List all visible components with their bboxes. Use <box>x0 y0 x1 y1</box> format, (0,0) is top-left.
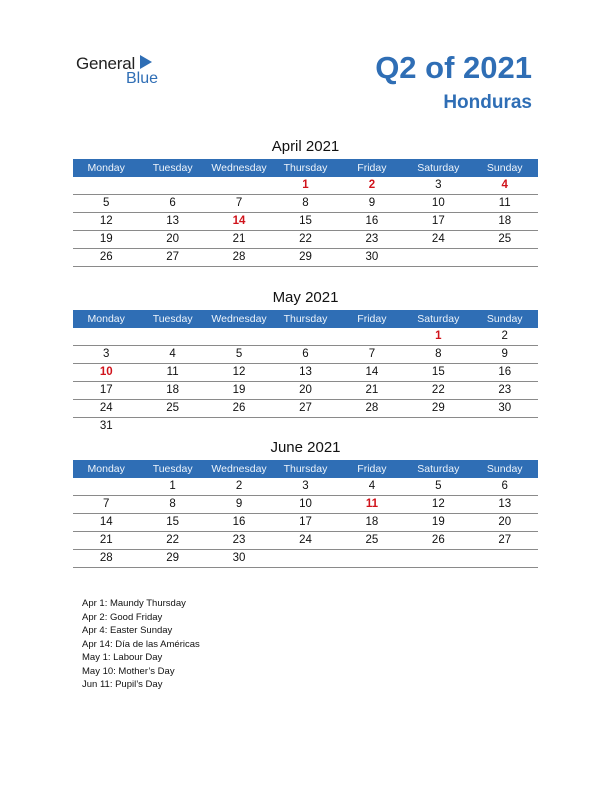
day-cell: 14 <box>232 215 246 227</box>
day-cell: 18 <box>498 215 512 227</box>
day-cell: 5 <box>103 197 110 209</box>
week-row <box>73 249 538 267</box>
day-cell: 13 <box>498 498 512 510</box>
day-cell: 14 <box>365 366 379 378</box>
day-cell: 10 <box>299 498 312 510</box>
week-row <box>73 418 538 435</box>
day-cell: 20 <box>299 384 312 396</box>
day-cell: 25 <box>365 534 379 546</box>
day-cell: 31 <box>99 420 113 432</box>
day-cell: 20 <box>166 233 180 245</box>
weekday-label: Saturday <box>417 313 460 325</box>
day-cell: 5 <box>235 348 243 360</box>
day-cell: 19 <box>431 516 445 528</box>
day-cell: 8 <box>435 348 442 360</box>
weekday-label: Monday <box>87 463 125 475</box>
week-row <box>73 213 538 231</box>
empty-day-cell <box>139 328 205 345</box>
day-cell: 22 <box>166 534 180 546</box>
day-cell: 22 <box>431 384 445 396</box>
day-cell: 1 <box>169 480 176 492</box>
weekday-label: Thursday <box>283 162 328 174</box>
day-cell: 15 <box>166 516 180 528</box>
weekday-header <box>73 310 538 328</box>
day-cell: 12 <box>431 498 445 510</box>
empty-day-cell <box>472 418 538 435</box>
empty-day-cell <box>272 328 338 345</box>
week-row <box>73 550 538 568</box>
weekday-label: Saturday <box>417 463 460 475</box>
empty-day-cell <box>272 418 338 435</box>
day-cell: 10 <box>99 366 113 378</box>
weekday-label: Monday <box>87 313 125 325</box>
generalblue-logo <box>76 54 176 88</box>
day-cell: 23 <box>365 233 379 245</box>
day-cell: 11 <box>166 366 179 378</box>
day-cell: 9 <box>501 348 508 360</box>
holiday-note: May 1: Labour Day <box>82 652 163 663</box>
weekday-header <box>73 159 538 177</box>
empty-day-cell <box>206 328 272 345</box>
empty-day-cell <box>206 418 272 435</box>
day-cell: 15 <box>431 366 445 378</box>
weekday-label: Tuesday <box>152 162 193 174</box>
empty-day-cell <box>339 550 405 567</box>
day-cell: 10 <box>431 197 445 209</box>
month-title: April 2021 <box>271 138 340 155</box>
empty-day-cell <box>472 550 538 567</box>
weekday-label: Thursday <box>283 463 328 475</box>
day-cell: 27 <box>166 251 180 263</box>
weekday-label: Friday <box>357 162 387 174</box>
day-cell: 24 <box>431 233 445 245</box>
day-cell: 13 <box>299 366 312 378</box>
day-cell: 20 <box>498 516 512 528</box>
day-cell: 9 <box>235 498 243 510</box>
day-cell: 16 <box>232 516 246 528</box>
day-cell: 14 <box>99 516 113 528</box>
day-cell: 21 <box>365 384 379 396</box>
day-cell: 2 <box>235 480 243 492</box>
week-row <box>73 177 538 195</box>
day-cell: 25 <box>498 233 512 245</box>
month-title: June 2021 <box>270 439 341 456</box>
day-cell: 7 <box>368 348 376 360</box>
day-cell: 28 <box>365 402 379 414</box>
holiday-note: Apr 14: Día de las Américas <box>82 638 200 650</box>
holiday-list <box>82 597 200 692</box>
day-cell: 23 <box>498 384 512 396</box>
day-cell: 27 <box>498 534 512 546</box>
day-cell: 4 <box>169 348 176 360</box>
page-title: Q2 of 2021 <box>375 50 532 85</box>
day-cell: 21 <box>99 534 113 546</box>
weekday-label: Wednesday <box>211 313 267 325</box>
logo-word-general: General <box>76 54 136 73</box>
empty-day-cell <box>472 249 538 266</box>
weekday-label: Monday <box>87 162 125 174</box>
day-cell: 19 <box>99 233 113 245</box>
day-cell: 4 <box>368 480 376 492</box>
empty-day-cell <box>139 418 205 435</box>
month-calendar-may <box>73 288 538 435</box>
empty-day-cell <box>339 418 405 435</box>
logo-flag-icon <box>140 55 152 69</box>
day-cell: 8 <box>169 498 176 510</box>
day-cell: 3 <box>103 348 110 360</box>
empty-day-cell <box>405 550 471 567</box>
week-row <box>73 382 538 400</box>
day-cell: 4 <box>501 179 508 191</box>
day-cell: 6 <box>501 480 508 492</box>
day-cell: 7 <box>103 498 110 510</box>
weekday-header <box>73 460 538 478</box>
day-cell: 23 <box>232 534 246 546</box>
day-cell: 12 <box>232 366 246 378</box>
day-cell: 2 <box>501 330 508 342</box>
day-cell: 26 <box>99 251 113 263</box>
day-cell: 11 <box>498 197 511 209</box>
day-cell: 19 <box>232 384 246 396</box>
weekday-label: Friday <box>357 463 387 475</box>
day-cell: 3 <box>302 480 309 492</box>
day-cell: 30 <box>232 552 246 564</box>
day-cell: 16 <box>498 366 512 378</box>
month-title: May 2021 <box>272 289 339 306</box>
weekday-label: Sunday <box>486 463 523 475</box>
day-cell: 26 <box>431 534 445 546</box>
empty-day-cell <box>206 177 272 194</box>
day-cell: 28 <box>232 251 246 263</box>
day-cell: 30 <box>498 402 512 414</box>
day-cell: 29 <box>299 251 312 263</box>
week-row <box>73 514 538 532</box>
empty-day-cell <box>139 177 205 194</box>
week-row <box>73 231 538 249</box>
empty-day-cell <box>272 550 338 567</box>
weekday-label: Wednesday <box>211 463 267 475</box>
empty-day-cell <box>405 418 471 435</box>
empty-day-cell <box>73 177 139 194</box>
day-cell: 24 <box>299 534 312 546</box>
weekday-label: Friday <box>357 313 387 325</box>
empty-day-cell <box>73 328 139 345</box>
day-cell: 9 <box>368 197 376 209</box>
logo-word-blue: Blue <box>126 70 159 87</box>
day-cell: 8 <box>302 197 309 209</box>
day-cell: 1 <box>302 179 309 191</box>
week-row <box>73 346 538 364</box>
day-cell: 29 <box>166 552 180 564</box>
weekday-label: Tuesday <box>152 313 193 325</box>
empty-day-cell <box>405 249 471 266</box>
weekday-label: Tuesday <box>152 463 193 475</box>
day-cell: 2 <box>368 179 376 191</box>
weekday-label: Wednesday <box>211 162 267 174</box>
week-row <box>73 364 538 382</box>
week-row <box>73 478 538 496</box>
day-cell: 1 <box>435 330 442 342</box>
week-row <box>73 328 538 346</box>
day-cell: 12 <box>99 215 113 227</box>
month-calendar-june <box>73 438 538 568</box>
week-row <box>73 496 538 514</box>
day-cell: 11 <box>365 498 378 510</box>
day-cell: 15 <box>299 215 312 227</box>
day-cell: 5 <box>435 480 442 492</box>
day-cell: 16 <box>365 215 379 227</box>
holiday-note: Apr 1: Maundy Thursday <box>82 598 186 609</box>
day-cell: 17 <box>431 215 445 227</box>
weekday-label: Sunday <box>486 162 523 174</box>
day-cell: 17 <box>99 384 113 396</box>
day-cell: 17 <box>299 516 312 528</box>
holiday-note: Apr 2: Good Friday <box>82 611 163 623</box>
holiday-note: Apr 4: Easter Sunday <box>82 625 173 636</box>
day-cell: 24 <box>99 402 113 414</box>
day-cell: 6 <box>302 348 309 360</box>
week-row <box>73 400 538 418</box>
day-cell: 21 <box>232 233 246 245</box>
week-row <box>73 532 538 550</box>
weekday-label: Saturday <box>417 162 460 174</box>
day-cell: 7 <box>235 197 243 209</box>
day-cell: 13 <box>166 215 180 227</box>
weekday-label: Sunday <box>486 313 523 325</box>
day-cell: 18 <box>365 516 379 528</box>
holiday-note: Jun 11: Pupil’s Day <box>82 679 163 690</box>
day-cell: 30 <box>365 251 379 263</box>
holiday-note: May 10: Mother’s Day <box>82 665 175 677</box>
country-name: Honduras <box>443 92 532 113</box>
day-cell: 22 <box>299 233 312 245</box>
day-cell: 26 <box>232 402 246 414</box>
day-cell: 18 <box>166 384 180 396</box>
month-calendar-april <box>73 137 538 267</box>
day-cell: 25 <box>166 402 180 414</box>
day-cell: 28 <box>99 552 113 564</box>
week-row <box>73 195 538 213</box>
weekday-label: Thursday <box>283 313 328 325</box>
day-cell: 29 <box>431 402 445 414</box>
day-cell: 6 <box>169 197 176 209</box>
day-cell: 27 <box>299 402 312 414</box>
day-cell: 3 <box>435 179 442 191</box>
empty-day-cell <box>339 328 405 345</box>
empty-day-cell <box>73 478 139 495</box>
